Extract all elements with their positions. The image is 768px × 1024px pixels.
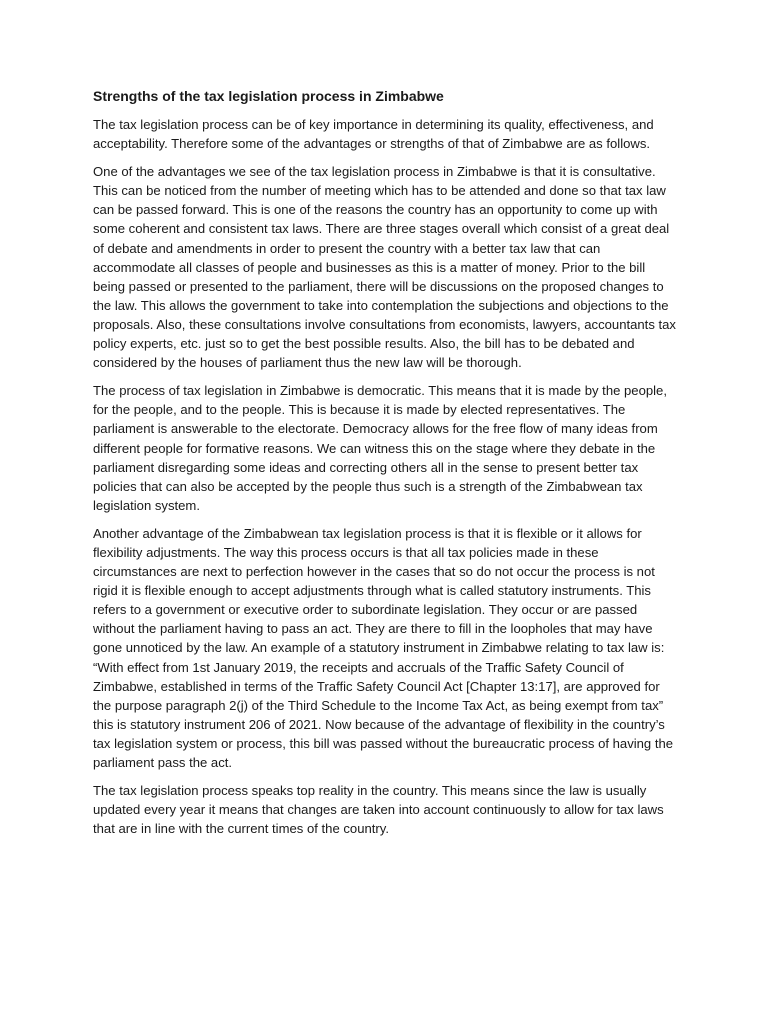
paragraph-democratic: The process of tax legislation in Zimbabwe is democratic. This means that it is made by the people, for the people, and to the people. This is because it is made by elected representatives. The parliament is answerable to the electorate. Democracy allows for the free flow of many ideas from different people for formative reasons. We can witness this on the stage where they debate in the parliament disregarding some ideas and correcting others all in the sense to present better tax policies that can also be accepted by the people thus such is a strength of the Zimbabwean tax legislation system. [93, 383, 667, 513]
paragraph-flexible: Another advantage of the Zimbabwean tax legislation process is that it is flexible or it allows for flexibility adjustments. The way this process occurs is that all tax policies made in these circumstances are next to perfection however in the cases that so do not occur the process is not rigid it is flexible enough to accept adjustments through what is called statutory instruments. This refers to a government or executive order to subordinate legislation. They occur or are passed without the parliament having to pass an act. They are there to fill in the loopholes that may have gone unnoticed by the law. An example of a statutory instrument in Zimbabwe relating to tax law is: “With effect from 1st January 2019, the receipts and accruals of the Traffic Safety Council of Zimbabwe, established in terms of the Traffic Safety Council Act [Chapter 13:17], are approved for the purpose paragraph 2(j) of the Third Schedule to the Income Tax Act, as being exempt from tax” this is statutory instrument 206 of 2021. Now because of the advantage of flexibility in the country’s tax legislation system or process, this bill was passed without the bureaucratic process of having the parliament pass the act. [93, 525, 674, 770]
paragraph-consultative: One of the advantages we see of the tax legislation process in Zimbabwe is that it is consultative. This can be noticed from the number of meeting which has to be attended and done so that tax law can be passed forward. This is one of the reasons the country has an opportunity to come up with some coherent and consistent tax laws. There are three stages overall which consist of a great deal of debate and amendments in order to present the country with a better tax law that can accommodate all classes of people and businesses as this is a matter of money. Prior to the bill being passed or presented to the parliament, there will be discussions on the proposed changes to the law. This allows the government to take into contemplation the subjections and objections to the proposals. Also, these consultations involve consultations from economists, lawyers, accountants tax policy experts, etc. just so to get the best possible results. Also, the bill has to be debated and considered by the houses of parliament thus the new law will be thorough. [93, 164, 676, 371]
paragraph-intro: The tax legislation process can be of key importance in determining its quality, effectiveness, and acceptability. Therefore some of the advantages or strengths of that of Zimbabwe are as follows. [93, 117, 654, 152]
document-title: Strengths of the tax legislation process in Zimbabwe [93, 88, 444, 104]
paragraph-reality: The tax legislation process speaks top reality in the country. This means since the law is usually updated every year it means that changes are taken into account continuously to allow for tax laws that are in line with the current times of the country. [93, 783, 664, 837]
document-body [93, 86, 676, 847]
